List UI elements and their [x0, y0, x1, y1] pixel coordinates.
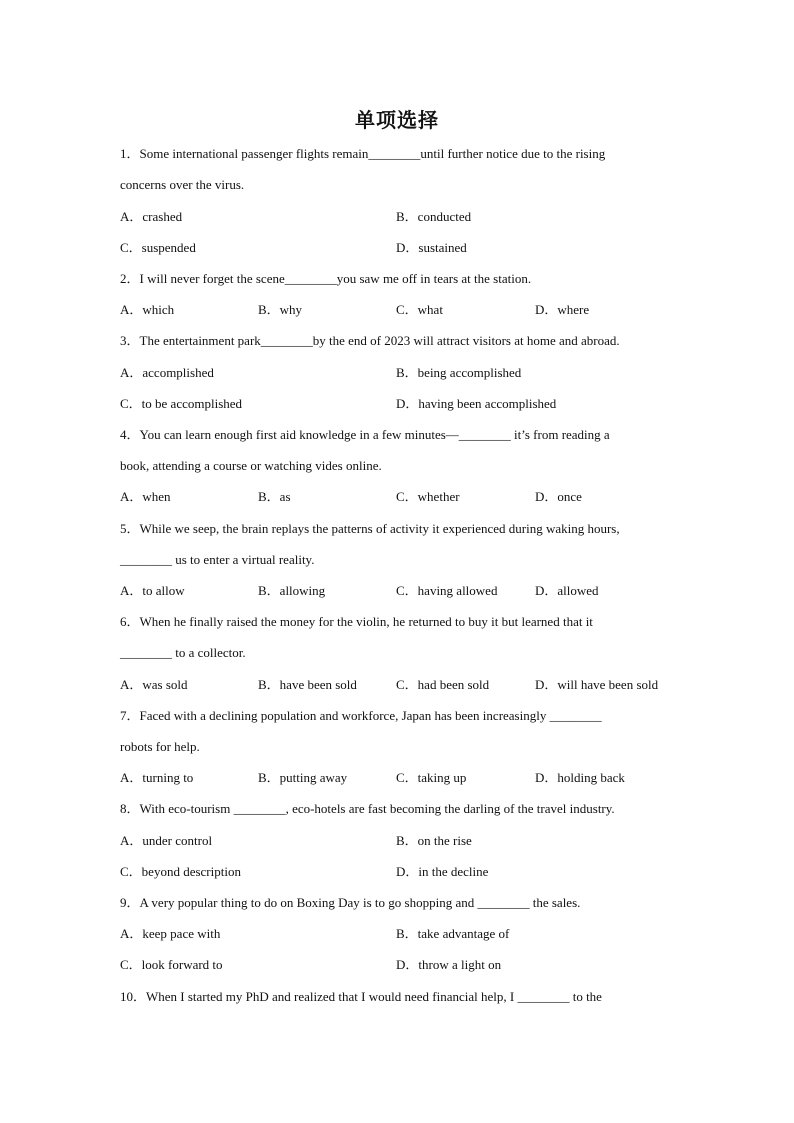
question-8-line-1: 8．With eco-tourism ________, eco-hotels are fast becoming the darling of the travel industry. — [120, 801, 615, 816]
question-7-option-b: B．putting away — [258, 770, 348, 785]
question-7-line-1: 7．Faced with a declining population and workforce, Japan has been increasingly ________ — [120, 708, 602, 723]
question-6-option-d: D．will have been sold — [535, 677, 659, 692]
question-3-option-b: B．being accomplished — [396, 365, 522, 380]
question-7-option-d: D．holding back — [535, 770, 625, 785]
question-6-option-b: B．have been sold — [258, 677, 357, 692]
question-4-option-a: A．when — [120, 489, 171, 504]
question-4-line-2: book, attending a course or watching vides online. — [120, 458, 382, 473]
question-4-line-1: 4．You can learn enough first aid knowledge in a few minutes—________ it’s from reading a — [120, 427, 610, 442]
question-2-option-a: A．which — [120, 302, 175, 317]
question-6-option-a: A．was sold — [120, 677, 188, 692]
question-9-option-a: A．keep pace with — [120, 926, 221, 941]
question-3-option-c: C．to be accomplished — [120, 396, 243, 411]
question-1-option-c: C．suspended — [120, 240, 196, 255]
question-4-option-c: C．whether — [396, 489, 460, 504]
question-8-option-a: A．under control — [120, 833, 213, 848]
question-1-option-a: A．crashed — [120, 209, 183, 224]
question-9-option-b: B．take advantage of — [396, 926, 510, 941]
question-9-line-1: 9．A very popular thing to do on Boxing Day is to go shopping and ________ the sales. — [120, 895, 581, 910]
question-1-option-d: D．sustained — [396, 240, 467, 255]
question-2-line-1: 2．I will never forget the scene________you saw me off in tears at the station. — [120, 271, 532, 286]
question-8-option-c: C．beyond description — [120, 864, 241, 879]
question-3-line-1: 3．The entertainment park________by the end of 2023 will attract visitors at home and abroad. — [120, 333, 620, 348]
question-7-option-a: A．turning to — [120, 770, 194, 785]
question-9-option-d: D．throw a light on — [396, 957, 502, 972]
question-3-option-a: A．accomplished — [120, 365, 214, 380]
question-2-option-d: D．where — [535, 302, 590, 317]
question-2-option-b: B．why — [258, 302, 303, 317]
question-5-option-a: A．to allow — [120, 583, 185, 598]
question-5-line-1: 5．While we seep, the brain replays the patterns of activity it experienced during waking hours, — [120, 521, 620, 536]
question-2-option-c: C．what — [396, 302, 443, 317]
question-3-option-d: D．having been accomplished — [396, 396, 557, 411]
question-5-option-b: B．allowing — [258, 583, 326, 598]
question-6-option-c: C．had been sold — [396, 677, 490, 692]
question-10-line-1: 10．When I started my PhD and realized that I would need financial help, I ________ to the — [120, 989, 602, 1004]
question-1-line-2: concerns over the virus. — [120, 177, 245, 192]
question-5-line-2: ________ us to enter a virtual reality. — [120, 552, 315, 567]
question-5-option-c: C．having allowed — [396, 583, 498, 598]
question-6-line-1: 6．When he finally raised the money for the violin, he returned to buy it but learned that it — [120, 614, 593, 629]
question-4-option-d: D．once — [535, 489, 582, 504]
question-5-option-d: D．allowed — [535, 583, 599, 598]
page-title: 单项选择 — [355, 108, 439, 132]
question-8-option-b: B．on the rise — [396, 833, 472, 848]
question-4-option-b: B．as — [258, 489, 291, 504]
question-7-line-2: robots for help. — [120, 739, 200, 754]
question-1-line-1: 1．Some international passenger flights remain________until further notice due to the rising — [120, 146, 606, 161]
question-6-line-2: ________ to a collector. — [120, 645, 246, 660]
question-7-option-c: C．taking up — [396, 770, 467, 785]
question-8-option-d: D．in the decline — [396, 864, 489, 879]
question-9-option-c: C．look forward to — [120, 957, 223, 972]
question-1-option-b: B．conducted — [396, 209, 472, 224]
